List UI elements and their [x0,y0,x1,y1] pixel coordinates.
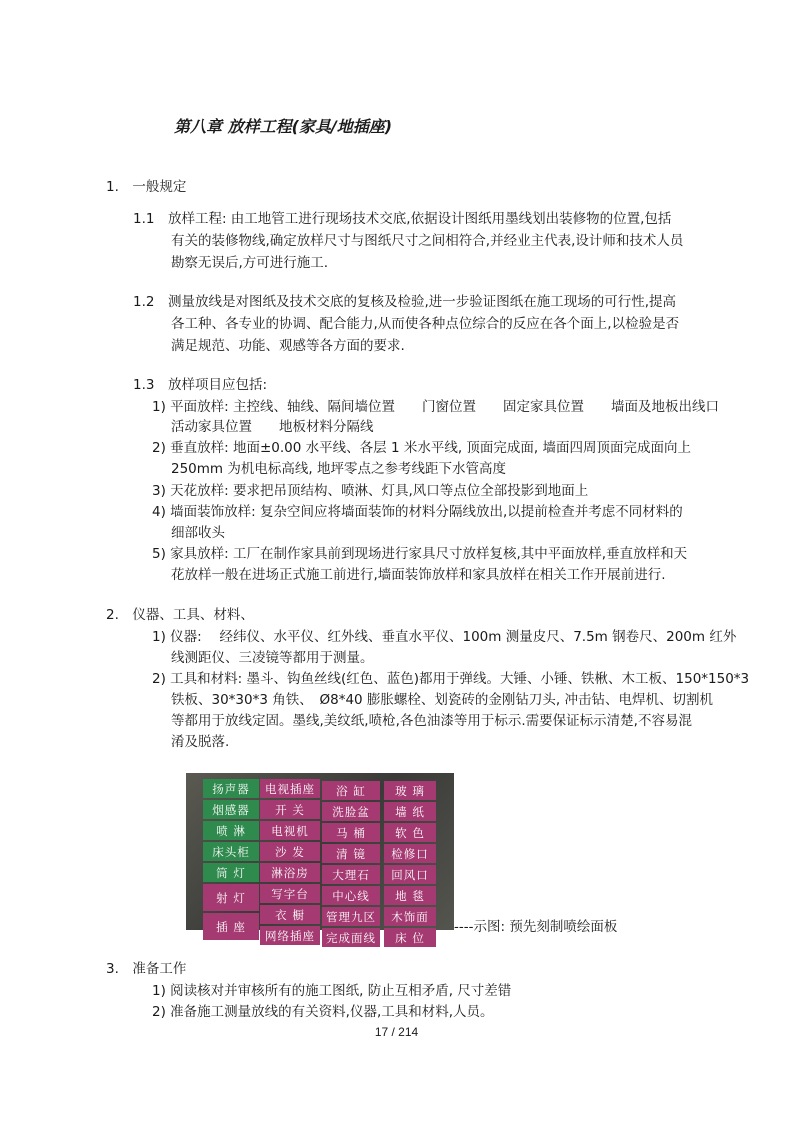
item-1-3-2-line-1: 2) 垂直放样: 地面±0.00 水平线、各层 1 米水平线, 顶面完成面, 墙面四周顶面完成面向上 [152,440,691,456]
sign-tile: 烟感器 [203,800,259,819]
sign-tile: 扬声器 [203,779,259,798]
sign-tile: 开 关 [260,800,320,819]
sign-tile: 墙 纸 [384,802,436,821]
section-2-heading: 2. 仪器、工具、材料、 [106,607,254,623]
sign-tile: 洗脸盆 [322,802,380,821]
item-1-3-5-line-2: 花放样一般在进场正式施工前进行,墙面装饰放样和家具放样在相关工作开展前进行. [171,567,666,583]
photo-column-1 [203,779,259,940]
item-1-3-1-line-1: 1) 平面放样: 主控线、轴线、隔间墙位置 门窗位置 固定家具位置 墙面及地板出线口 [152,399,719,415]
sign-tile: 清 镜 [322,844,380,863]
para-1-1-line-3: 勘察无误后,方可进行施工. [171,255,329,271]
item-3-2: 2) 准备施工测量放线的有关资料,仪器,工具和材料,人员。 [152,1004,494,1020]
item-3-1: 1) 阅读核对并审核所有的施工图纸, 防止互相矛盾, 尺寸差错 [152,983,512,999]
item-1-3-1-line-2: 活动家具位置 地板材料分隔线 [171,419,374,435]
sign-tile: 床头柜 [203,842,259,861]
para-1-1-line-2: 有关的装修物线,确定放样尺寸与图纸尺寸之间相符合,并经业主代表,设计师和技术人员 [171,233,684,249]
item-2-2-line-1: 2) 工具和材料: 墨斗、钩鱼丝线(红色、蓝色)都用于弹线。大锤、小锤、铁楸、木工板、150*150*3 [152,671,750,687]
sign-tile: 玻 璃 [384,781,436,800]
sign-tile: 射 灯 [203,884,259,911]
sign-tile: 大理石 [322,865,380,884]
sign-tile: 筒 灯 [203,863,259,882]
item-2-2-line-3: 等都用于放线定固。墨线,美纹纸,喷枪,各色油漆等用于标示.需要保证标示清楚,不容易混 [171,713,692,729]
sign-panels-photo [186,773,454,945]
sign-tile: 完成面线 [322,928,380,947]
para-1-2-line-3: 满足规范、功能、观感等各方面的要求. [171,338,405,354]
item-2-1-line-2: 线测距仪、三凌镜等都用于测量。 [171,650,374,666]
item-1-3-4-line-2: 细部收头 [171,525,225,541]
para-1-3-heading: 1.3 放样项目应包括: [133,377,268,393]
sign-tile: 浴 缸 [322,781,380,800]
item-2-2-line-4: 淆及脱落. [171,734,230,750]
para-1-1-line-1: 1.1 放样工程: 由工地管工进行现场技术交底,依据设计图纸用墨线划出装修物的位置,包括 [133,211,672,227]
sign-tile: 网络插座 [260,926,320,945]
photo-column-4 [384,781,436,947]
section-3-heading: 3. 准备工作 [106,961,187,977]
sign-tile: 软 色 [384,823,436,842]
item-1-3-5-line-1: 5) 家具放样: 工厂在制作家具前到现场进行家具尺寸放样复核,其中平面放样,垂直放样和天 [152,546,688,562]
sign-tile: 木饰面 [384,907,436,926]
sign-tile: 喷 淋 [203,821,259,840]
item-1-3-4-line-1: 4) 墙面装饰放样: 复杂空间应将墙面装饰的材料分隔线放出,以提前检查并考虑不同材料的 [152,504,683,520]
photo-caption: ----示图: 预先刻制喷绘面板 [454,919,618,935]
sign-tile: 插 座 [203,913,259,940]
sign-tile: 写字台 [260,884,320,903]
sign-tile: 回风口 [384,865,436,884]
sign-tile: 电视机 [260,821,320,840]
sign-tile: 淋浴房 [260,863,320,882]
sign-tile: 检修口 [384,844,436,863]
item-2-2-line-2: 铁板、30*30*3 角铁、 Ø8*40 膨胀螺栓、划瓷砖的金刚钻刀头, 冲击钻、电焊机、切割机 [171,692,714,708]
sign-tile: 地 毯 [384,886,436,905]
sign-tile: 管理九区 [322,907,380,926]
photo-column-2 [260,779,320,945]
item-1-3-2-line-2: 250mm 为机电标高线, 地坪零点之参考线距下水管高度 [171,461,506,477]
page-number: 17 / 214 [374,1025,419,1039]
photo-column-3 [322,781,380,947]
sign-tile: 中心线 [322,886,380,905]
sign-tile: 马 桶 [322,823,380,842]
chapter-title: 第八章 放样工程(家具/地插座) [174,117,393,136]
item-2-1-line-1: 1) 仪器: 经纬仪、水平仪、红外线、垂直水平仪、100m 测量皮尺、7.5m 钢卷尺、200m 红外 [152,629,737,645]
section-1-heading: 1. 一般规定 [106,179,187,195]
sign-tile: 沙 发 [260,842,320,861]
sign-tile: 床 位 [384,928,436,947]
item-1-3-3: 3) 天花放样: 要求把吊顶结构、喷淋、灯具,风口等点位全部投影到地面上 [152,483,589,499]
para-1-2-line-1: 1.2 测量放线是对图纸及技术交底的复核及检验,进一步验证图纸在施工现场的可行性,提高 [133,294,677,310]
para-1-2-line-2: 各工种、各专业的协调、配合能力,从而使各种点位综合的反应在各个面上,以检验是否 [171,316,680,332]
sign-tile: 衣 橱 [260,905,320,924]
sign-tile: 电视插座 [260,779,320,798]
